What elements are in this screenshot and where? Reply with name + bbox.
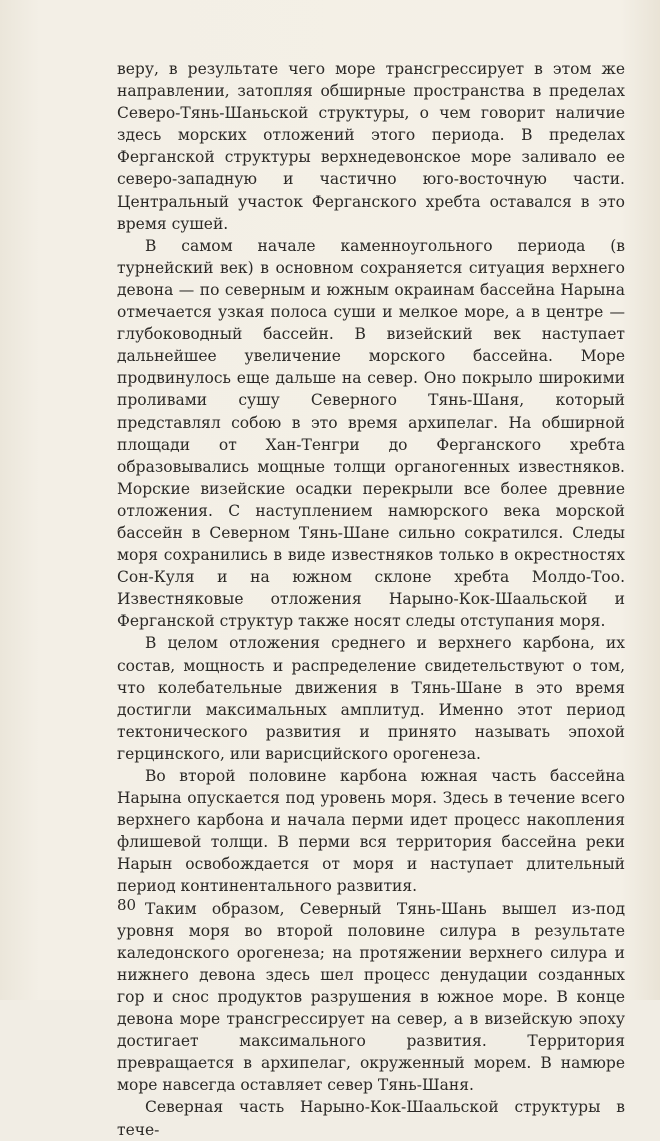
page-number: 80 (117, 896, 137, 914)
paragraph-continued: веру, в результате чего море трансгрессирует в этом же направлении, затопляя обширные пространства в пределах Северо-Тянь-Шаньской структуры, о чем говорит наличие здесь морских отложений этого периода. В пределах Ферганской структуры верхнедевонское море заливало ее северо-западную и частично юго-восточную части. Центральный участок Ферганского хребта оставался в это время сушей. (117, 60, 625, 233)
paragraph: Во второй половине карбона южная часть бассейна Нарына опускается под уровень моря. Здесь в течение всего верхнего карбона и начала перми идет процесс накопления флишевой толщи. В перми вся территория бассейна реки Нарын освобождается от моря и наступает длительный период континентального развития. (117, 767, 625, 896)
paragraph: Таким образом, Северный Тянь-Шань вышел из-под уровня моря во второй половине силура в результате каледонского орогенеза; на протяжении верхнего силура и нижнего девона здесь шел процесс денудации созданных гор и снос продуктов разрушения в южное море. В конце девона море трансгрессирует на север, а в визейскую эпоху достигает максимального развития. Территория превращается в архипелаг, окруженный морем. В намюре море навсегда оставляет север Тянь-Шаня. (117, 899, 625, 1095)
body-text (117, 58, 625, 1141)
paragraph: Северная часть Нарыно-Кок-Шаальской структуры в тече- (117, 1098, 625, 1139)
paragraph: В самом начале каменноугольного периода (в турнейский век) в основном сохраняется ситуация верхнего девона — по северным и южным окраинам бассейна Нарына отмечается узкая полоса суши и мелкое море, а в центре — глубоководный бассейн. В визейский век наступает дальнейшее увеличение морского бассейна. Море продвинулось еще дальше на север. Оно покрыло широкими проливами сушу Северного Тянь-Шаня, который представлял собою в это время архипелаг. На обширной площади от Хан-Тенгри до Ферганского хребта образовывались мощные толщи органогенных известняков. Морские визейские осадки перекрыли все более древние отложения. С наступлением намюрского века морской бассейн в Северном Тянь-Шане сильно сократился. Следы моря сохранились в виде известняков только в окрестностях Сон-Куля и на южном склоне хребта Молдо-Тоо. Известняковые отложения Нарыно-Кок-Шаальской и Ферганской структур также носят следы отступания моря. (117, 236, 625, 631)
paragraph: В целом отложения среднего и верхнего карбона, их состав, мощность и распределение свидетельствуют о том, что колебательные движения в Тянь-Шане в это время достигли максимальных амплитуд. Именно этот период тектонического развития и принято называть эпохой герцинского, или варисцийского орогенеза. (117, 634, 625, 763)
